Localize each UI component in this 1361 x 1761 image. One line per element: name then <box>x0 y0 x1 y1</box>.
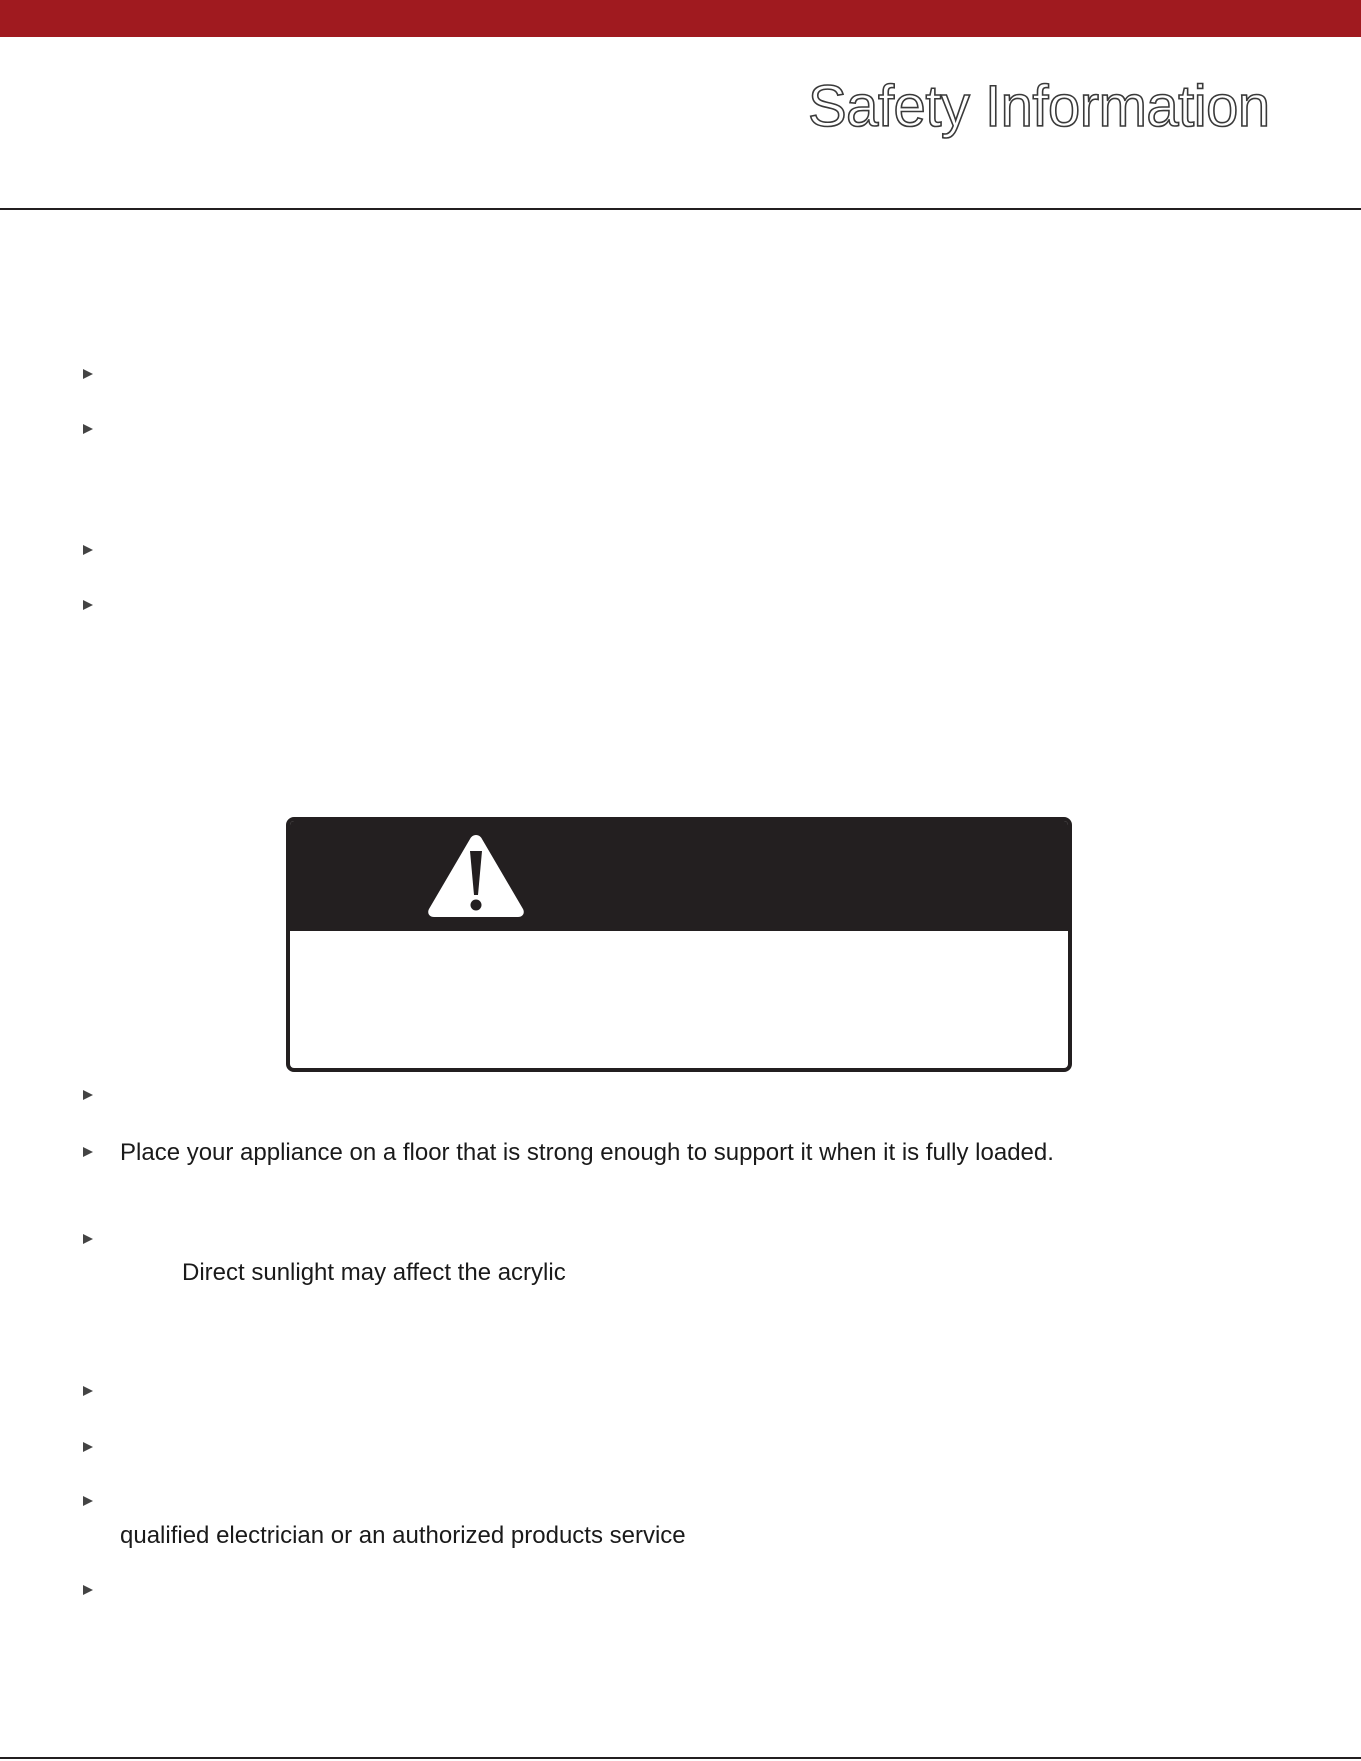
bullet-arrow-icon <box>82 1089 96 1103</box>
bullet-arrow-icon <box>82 1441 96 1455</box>
footer-divider <box>0 1757 1361 1759</box>
electrician-text: qualified electrician or an authorized products service <box>120 1522 686 1549</box>
bullet-arrow-icon <box>82 1385 96 1399</box>
bullet-arrow-icon <box>82 1495 96 1509</box>
warning-header <box>290 821 1068 931</box>
warning-triangle-icon <box>426 831 526 919</box>
header-divider <box>0 208 1361 210</box>
bullet-arrow-icon <box>82 1584 96 1598</box>
bullet-arrow-icon <box>82 423 96 437</box>
page-title: Safety Information <box>808 74 1270 139</box>
bullet-arrow-icon <box>82 599 96 613</box>
top-red-bar <box>0 0 1361 37</box>
bullet-arrow-icon <box>82 544 96 558</box>
bullet-arrow-icon <box>82 368 96 382</box>
warning-box <box>286 817 1072 1072</box>
floor-support-text: Place your appliance on a floor that is strong enough to support it when it is fully loaded. <box>120 1139 1054 1166</box>
bullet-arrow-icon <box>82 1233 96 1247</box>
sunlight-text: Direct sunlight may affect the acrylic <box>182 1259 566 1286</box>
bullet-arrow-icon <box>82 1146 96 1160</box>
